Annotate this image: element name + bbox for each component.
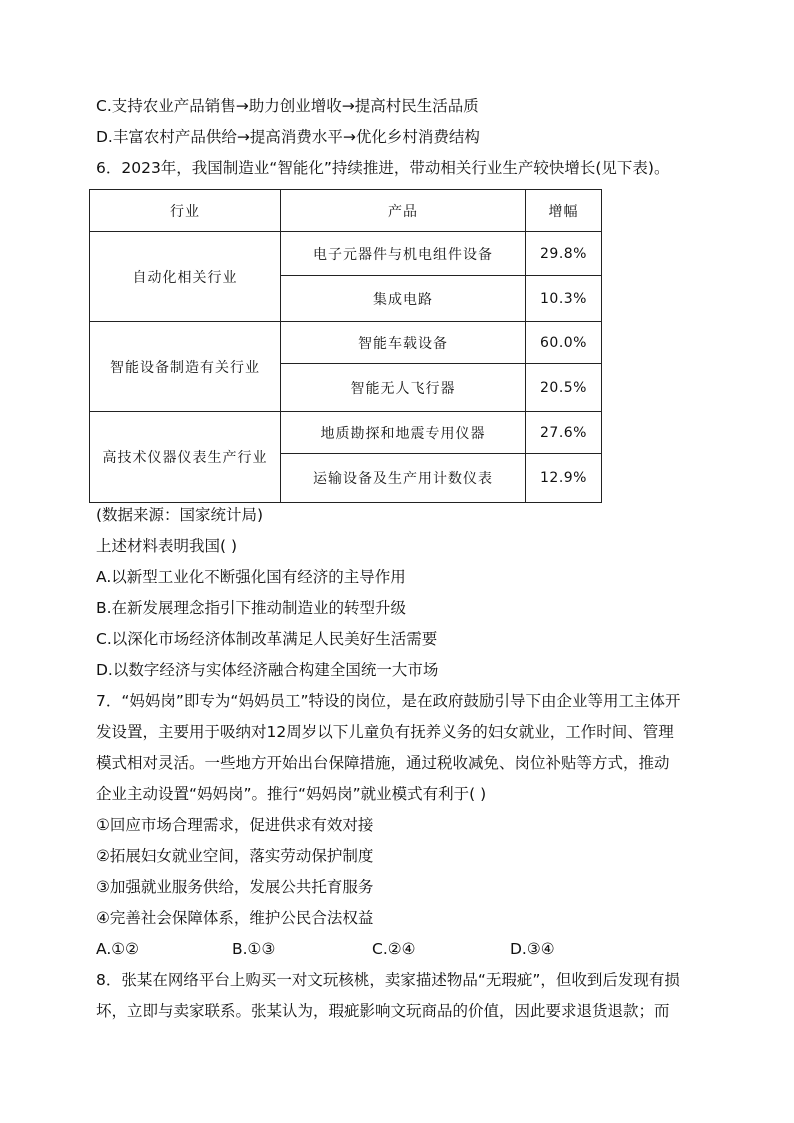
product-cell: 智能无人飞行器: [281, 364, 526, 412]
growth-cell: 12.9%: [526, 454, 602, 503]
option-b-q6: B.在新发展理念指引下推动制造业的转型升级: [96, 599, 407, 617]
question-7-line: 发设置，主要用于吸纳对12周岁以下儿童负有抚养义务的妇女就业，工作时间、管理: [96, 723, 674, 741]
table-row: [90, 322, 602, 364]
growth-cell: 60.0%: [526, 322, 602, 364]
option-a-q6: A.以新型工业化不断强化国有经济的主导作用: [96, 568, 406, 586]
answer-option-c: C.②④: [372, 940, 416, 958]
statement-3: ③加强就业服务供给，发展公共托育服务: [96, 878, 374, 896]
statement-4: ④完善社会保障体系，维护公民合法权益: [96, 909, 374, 927]
industry-cell: 自动化相关行业: [90, 232, 281, 322]
table-header: 增幅: [526, 190, 602, 232]
product-cell: 地质勘探和地震专用仪器: [281, 412, 526, 454]
statement-1: ①回应市场合理需求，促进供求有效对接: [96, 816, 374, 834]
product-cell: 集成电路: [281, 276, 526, 322]
question-6-prompt: 上述材料表明我国( ): [96, 537, 238, 555]
industry-cell: 智能设备制造有关行业: [90, 322, 281, 412]
growth-cell: 20.5%: [526, 364, 602, 412]
table-header: 产品: [281, 190, 526, 232]
option-d-q5: D.丰富农村产品供给→提高消费水平→优化乡村消费结构: [96, 128, 480, 146]
question-7-line: 企业主动设置“妈妈岗”。推行“妈妈岗”就业模式有利于( ): [96, 785, 487, 803]
product-cell: 电子元器件与机电组件设备: [281, 232, 526, 276]
table-row: [90, 412, 602, 454]
answer-option-b: B.①③: [232, 940, 276, 958]
answer-option-d: D.③④: [510, 940, 555, 958]
product-cell: 智能车载设备: [281, 322, 526, 364]
table-header: 行业: [90, 190, 281, 232]
option-d-q6: D.以数字经济与实体经济融合构建全国统一大市场: [96, 661, 439, 679]
growth-cell: 27.6%: [526, 412, 602, 454]
growth-table: [89, 189, 602, 503]
question-8-line: 坏，立即与卖家联系。张某认为，瑕疵影响文玩商品的价值，因此要求退货退款；而: [96, 1002, 670, 1020]
data-source: (数据来源：国家统计局): [96, 506, 264, 524]
option-c-q6: C.以深化市场经济体制改革满足人民美好生活需要: [96, 630, 438, 648]
table-header-row: [90, 190, 602, 232]
option-c-q5: C.支持农业产品销售→助力创业增收→提高村民生活品质: [96, 97, 479, 115]
industry-cell: 高技术仪器仪表生产行业: [90, 412, 281, 503]
question-7-line: 模式相对灵活。一些地方开始出台保障措施，通过税收减免、岗位补贴等方式，推动: [96, 754, 670, 772]
growth-cell: 10.3%: [526, 276, 602, 322]
question-7-line: 7．“妈妈岗”即专为“妈妈员工”特设的岗位，是在政府鼓励引导下由企业等用工主体开: [96, 692, 681, 710]
table-row: [90, 232, 602, 276]
growth-cell: 29.8%: [526, 232, 602, 276]
product-cell: 运输设备及生产用计数仪表: [281, 454, 526, 503]
statement-2: ②拓展妇女就业空间，落实劳动保护制度: [96, 847, 374, 865]
question-8-line: 8．张某在网络平台上购买一对文玩核桃，卖家描述物品“无瑕疵”，但收到后发现有损: [96, 971, 680, 989]
question-6-stem: 6．2023年，我国制造业“智能化”持续推进，带动相关行业生产较快增长(见下表)。: [96, 159, 670, 177]
answer-option-a: A.①②: [96, 940, 140, 958]
